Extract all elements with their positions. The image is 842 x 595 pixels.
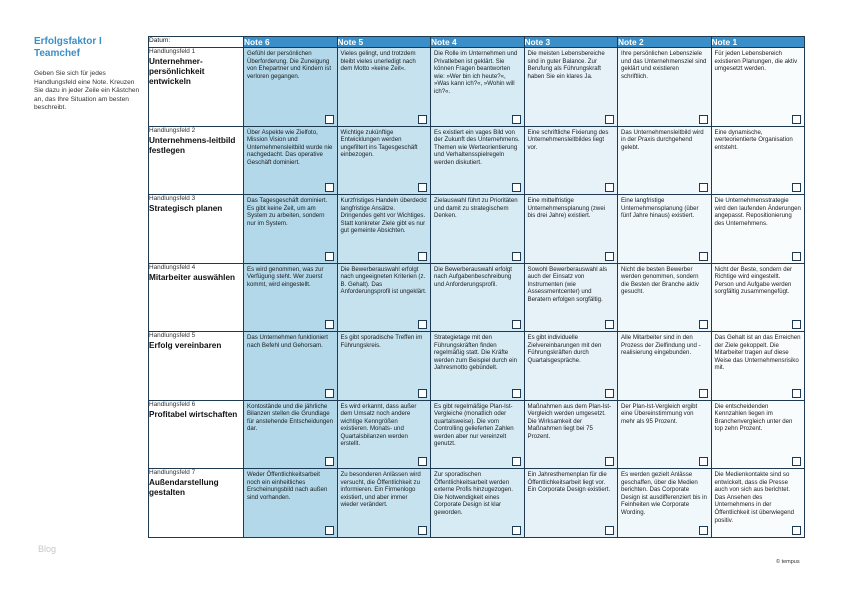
note-header-3: Note 3 [524,37,618,48]
rating-checkbox[interactable] [512,183,521,192]
rating-checkbox[interactable] [699,389,708,398]
rating-description: Wichtige zukünftige Entwicklungen werden ungefiltert ins Tagesgeschäft einbezogen. [340,128,418,159]
rating-description: Es gibt sporadische Treffen im Führungskreis. [340,334,423,349]
rating-cell-note-1 [711,332,805,401]
rating-description: Die Rolle im Unternehmen und Privatleben ist geklärt. Sie können Fragen beantworten wie: »Wer bin ich heute?«, »Was kann ich?«, »Wohin will ich?«. [434,50,518,95]
note-header-5: Note 5 [337,37,431,48]
rating-checkbox[interactable] [418,320,427,329]
rating-cell-note-3 [524,48,618,127]
rating-checkbox[interactable] [325,457,334,466]
rating-cell-note-6 [244,469,338,538]
handlungsfeld-label: Handlungsfeld 1 [149,48,196,55]
rating-cell-note-5 [337,332,431,401]
rating-cell-note-4 [431,469,525,538]
rating-cell-note-6 [244,400,338,469]
rating-description: Alle Mitarbeiter sind in den Prozess der Zielfindung und -realisierung eingebunden. [621,334,701,357]
rating-description: Die Medienkontakte sind so entwickelt, dass die Presse auch von sich aus berichtet. Das Ansehen des Unternehmens in der Öffentlichkeit ist überwiegend positiv. [714,471,794,524]
rating-description: Gefühl der persönlichen Überforderung. Die Zuneigung von Ehepartner und Kindern ist verloren gegangen. [247,50,332,80]
note-header-2: Note 2 [618,37,712,48]
rating-checkbox[interactable] [792,457,801,466]
rating-cell-note-5 [337,48,431,127]
rating-checkbox[interactable] [512,526,521,535]
rating-cell-note-3 [524,400,618,469]
handlungsfeld-label: Handlungsfeld 2 [149,126,196,134]
rating-checkbox[interactable] [605,320,614,329]
rating-cell-note-6 [244,195,338,264]
rating-cell-note-5 [337,195,431,264]
rating-table [148,36,805,538]
rating-description: Die entscheidenden Kennzahlen liegen im Branchenvergleich unter den top zehn Prozent. [714,402,793,433]
rating-checkbox[interactable] [418,389,427,398]
rating-checkbox[interactable] [699,320,708,329]
rating-description: Es werden gezielt Anlässe geschaffen, über die Medien berichten. Das Corporate Design ist ausdifferenziert bis in Feinheiten wie Corporate Wording. [621,471,707,516]
sidebar-title-line1: Erfolgsfaktor I [34,36,102,47]
rating-description: Es gibt regelmäßige Plan-Ist-Vergleiche (monatlich oder quartalsweise). Die vom Controlling gelieferten Zahlen werden aber nur vereinzelt genutzt. [434,402,514,448]
rating-cell-note-3 [524,126,618,195]
handlungsfeld-name: Erfolg vereinbaren [149,341,222,350]
copyright-text: © tempus [776,559,800,565]
rating-checkbox[interactable] [699,183,708,192]
rating-checkbox[interactable] [792,252,801,261]
rating-checkbox[interactable] [418,183,427,192]
table-body [149,48,805,538]
rating-description: Das Unternehmen funktioniert nach Befehl und Gehorsam. [247,334,328,349]
rating-checkbox[interactable] [418,115,427,124]
rating-cell-note-1 [711,263,805,332]
handlungsfeld-name: Profitabel wirtschaften [149,409,238,419]
sidebar-title-line2: Teamchef [34,48,80,59]
handlungsfeld-cell [149,263,244,332]
rating-cell-note-2 [618,263,712,332]
rating-description: Es wird erkannt, dass außer dem Umsatz noch andere wichtige Kenngrößen existieren. Monats- und Quartalsbilanzen werden erstellt. [340,402,417,448]
rating-checkbox[interactable] [699,457,708,466]
rating-description: Weder Öffentlichkeitsarbeit noch ein einheitliches Erscheinungsbild nach außen sind vorhanden. [247,471,328,501]
handlungsfeld-name: Außendarstellung gestalten [149,478,219,497]
rating-checkbox[interactable] [605,526,614,535]
handlungsfeld-name: Strategisch planen [149,204,223,213]
table-row [149,126,805,195]
note-header-1: Note 1 [711,37,805,48]
table-row [149,400,805,469]
rating-checkbox[interactable] [699,526,708,535]
handlungsfeld-cell [149,195,244,264]
rating-description: Nicht der Beste, sondern der Richtige wird eingestellt. Person und Aufgabe werden sorgfältig zusammengefügt. [714,265,793,296]
rating-description: Der Plan-Ist-Vergleich ergibt eine Übereinstimmung von mehr als 95 Prozent. [621,402,698,425]
rating-checkbox[interactable] [605,389,614,398]
rating-description: Über Aspekte wie Zielfoto, Mission Vision und Unternehmensleitbild wurde nie nachgedacht. Das operative Geschäft dominiert. [247,128,333,166]
rating-cell-note-1 [711,195,805,264]
rating-description: Zur sporadischen Öffentlichkeitsarbeit werden externe Profis hinzugezogen. Die Notwendigkeit eines Corporate Design ist klar geworden. [434,471,513,516]
sidebar [34,36,142,113]
handlungsfeld-cell [149,469,244,538]
rating-description: Das Unternehmensleitbild wird in der Praxis durchgehend gelebt. [621,128,704,151]
note-header-4: Note 4 [431,37,525,48]
rating-checkbox[interactable] [325,252,334,261]
rating-description: Es wird genommen, was zur Verfügung steht. Wer zuerst kommt, wird eingestellt. [247,265,324,288]
rating-checkbox[interactable] [699,115,708,124]
datum-label: Datum: [149,37,244,48]
rating-cell-note-2 [618,48,712,127]
rating-description: Eine mittelfristige Unternehmensplanung (zwei bis drei Jahre) existiert. [527,197,606,220]
rating-checkbox[interactable] [605,115,614,124]
handlungsfeld-cell [149,400,244,469]
rating-cell-note-1 [711,48,805,127]
rating-checkbox[interactable] [605,183,614,192]
rating-checkbox[interactable] [325,389,334,398]
handlungsfeld-label: Handlungsfeld 4 [149,263,196,271]
rating-description: Zu besonderen Anlässen wird versucht, die Öffentlichkeit zu informieren. Ein Firmenlogo existiert, und aber immer wieder verändert. [340,471,421,509]
rating-description: Eine dynamische, werteorientierte Organisation entsteht. [714,128,793,151]
rating-checkbox[interactable] [418,252,427,261]
rating-cell-note-2 [618,332,712,401]
rating-checkbox[interactable] [512,115,521,124]
rating-cell-note-5 [337,126,431,195]
note-header-6: Note 6 [244,37,338,48]
rating-checkbox[interactable] [512,389,521,398]
handlungsfeld-cell [149,332,244,401]
rating-description: Das Tagesgeschäft dominiert. Es gibt keine Zeit, um am System zu arbeiten, sondern nur im System. [247,197,328,227]
table-row [149,332,805,401]
table-row [149,195,805,264]
rating-checkbox[interactable] [418,457,427,466]
sidebar-instructions: Geben Sie sich für jedes Handlungsfeld eine Note. Kreuzen Sie dazu in jeder Zeile ein Kästchen an, das Ihre Situation am besten beschreibt. [34,70,140,112]
rating-checkbox[interactable] [699,252,708,261]
rating-cell-note-3 [524,263,618,332]
rating-description: Maßnahmen aus dem Plan-Ist-Vergleich werden umgesetzt. Die Wirksamkeit der Maßnahmen liegt bei 75 Prozent. [527,402,612,440]
rating-checkbox[interactable] [792,526,801,535]
rating-description: Die Unternehmensstrategie wird den laufenden Änderungen angepasst. Repositionierung des Unternehmens. [714,197,801,227]
rating-description: Für jeden Lebensbereich existieren Planungen, die aktiv umgesetzt werden. [714,50,798,73]
rating-cell-note-4 [431,332,525,401]
rating-checkbox[interactable] [325,183,334,192]
rating-cell-note-5 [337,469,431,538]
handlungsfeld-name: Unternehmer-persönlichkeit entwickeln [149,57,205,86]
rating-description: Es gibt individuelle Zielvereinbarungen mit den Führungskräften durch Quartalsgespräche. [527,334,602,364]
handlungsfeld-name: Unternehmens-leitbild festlegen [149,135,236,155]
rating-cell-note-3 [524,469,618,538]
rating-cell-note-4 [431,126,525,195]
rating-description: Eine schriftliche Fixierung des Unternehmensleitbildes liegt vor. [527,128,609,151]
rating-description: Kurzfristiges Handeln überdeckt langfristige Ansätze. Dringendes geht vor Wichtiges. Statt konkreter Ziele gibt es nur gut gemeinte Absichten. [340,197,427,235]
rating-description: Die Bewerberauswahl erfolgt nach ungeeigneten Kriterien (z. B. Gehalt). Das Anforderungsprofil ist ungeklärt. [340,265,427,296]
rating-cell-note-2 [618,400,712,469]
rating-description: Strategietage mit den Führungskräften finden regelmäßig statt. Die Kräfte werden zum Beispiel durch ein Jahresmotto gebündelt. [434,334,517,372]
rating-description: Kontostände und die jährliche Bilanzen stellen die Grundlage für anstehende Entscheidungen dar. [247,402,334,433]
rating-cell-note-4 [431,400,525,469]
handlungsfeld-name: Mitarbeiter auswählen [149,272,235,282]
rating-description: Zielauswahl führt zu Prioritäten und damit zu strategischem Denken. [434,197,518,220]
rating-cell-note-6 [244,332,338,401]
header-row [149,37,805,48]
rating-checkbox[interactable] [512,457,521,466]
table-row [149,469,805,538]
rating-cell-note-4 [431,195,525,264]
rating-description: Die meisten Lebensbereiche sind in guter Balance. Zur Berufung als Führungskraft haben Sie ein klares Ja. [527,50,605,80]
rating-description: Sowohl Bewerberauswahl als auch der Einsatz von Instrumenten (wie Assessmentcenter) und Beratern erfolgen sorgfältig. [527,265,608,303]
rating-cell-note-1 [711,469,805,538]
handlungsfeld-label: Handlungsfeld 5 [149,332,196,339]
rating-description: Eine langfristige Unternehmensplanung (über fünf Jahre hinaus) existiert. [621,197,699,220]
rating-cell-note-6 [244,126,338,195]
rating-cell-note-2 [618,469,712,538]
rating-checkbox[interactable] [325,526,334,535]
handlungsfeld-cell [149,126,244,195]
rating-checkbox[interactable] [605,457,614,466]
rating-description: Es existiert ein vages Bild von der Zukunft des Unternehmens. Themen wie Werteorientierung und Verhaltensspielregeln werden diskutiert. [434,128,520,166]
handlungsfeld-label: Handlungsfeld 3 [149,195,196,202]
rating-checkbox[interactable] [792,183,801,192]
rating-checkbox[interactable] [512,320,521,329]
rating-checkbox[interactable] [325,320,334,329]
rating-checkbox[interactable] [792,115,801,124]
handlungsfeld-label: Handlungsfeld 7 [149,469,196,476]
handlungsfeld-label: Handlungsfeld 6 [149,400,196,408]
rating-cell-note-3 [524,195,618,264]
rating-cell-note-2 [618,195,712,264]
watermark-text: Blog [38,544,57,554]
rating-checkbox[interactable] [418,526,427,535]
rating-cell-note-5 [337,263,431,332]
handlungsfeld-cell [149,48,244,127]
rating-checkbox[interactable] [605,252,614,261]
rating-cell-note-4 [431,263,525,332]
rating-cell-note-1 [711,400,805,469]
rating-cell-note-6 [244,263,338,332]
table-row [149,263,805,332]
rating-cell-note-4 [431,48,525,127]
table-row [149,48,805,127]
rating-cell-note-3 [524,332,618,401]
rating-description: Ihre persönlichen Lebensziele und das Unternehmensziel sind geklärt und existieren schriftlich. [621,50,707,80]
rating-cell-note-6 [244,48,338,127]
rating-cell-note-5 [337,400,431,469]
rating-cell-note-2 [618,126,712,195]
rating-description: Ein Jahresthemenplan für die Öffentlichkeitsarbeit liegt vor. Ein Corporate Design existiert. [527,471,611,494]
rating-cell-note-1 [711,126,805,195]
rating-description: Vieles gelingt, und trotzdem bleibt vieles unerledigt nach dem Motto »keine Zeit«. [340,50,416,73]
rating-description: Nicht die besten Bewerber werden genommen, sondern die Besten der Branche aktiv gesucht. [621,265,699,296]
rating-description: Das Gehalt ist an das Erreichen der Ziele gekoppelt. Die Mitarbeiter tragen auf diese Weise das Unternehmensrisiko mit. [714,334,801,372]
rating-checkbox[interactable] [792,389,801,398]
rating-checkbox[interactable] [325,115,334,124]
rating-checkbox[interactable] [792,320,801,329]
rating-checkbox[interactable] [512,252,521,261]
rating-description: Die Bewerberauswahl erfolgt nach Aufgabenbeschreibung und Anforderungsprofil. [434,265,512,288]
